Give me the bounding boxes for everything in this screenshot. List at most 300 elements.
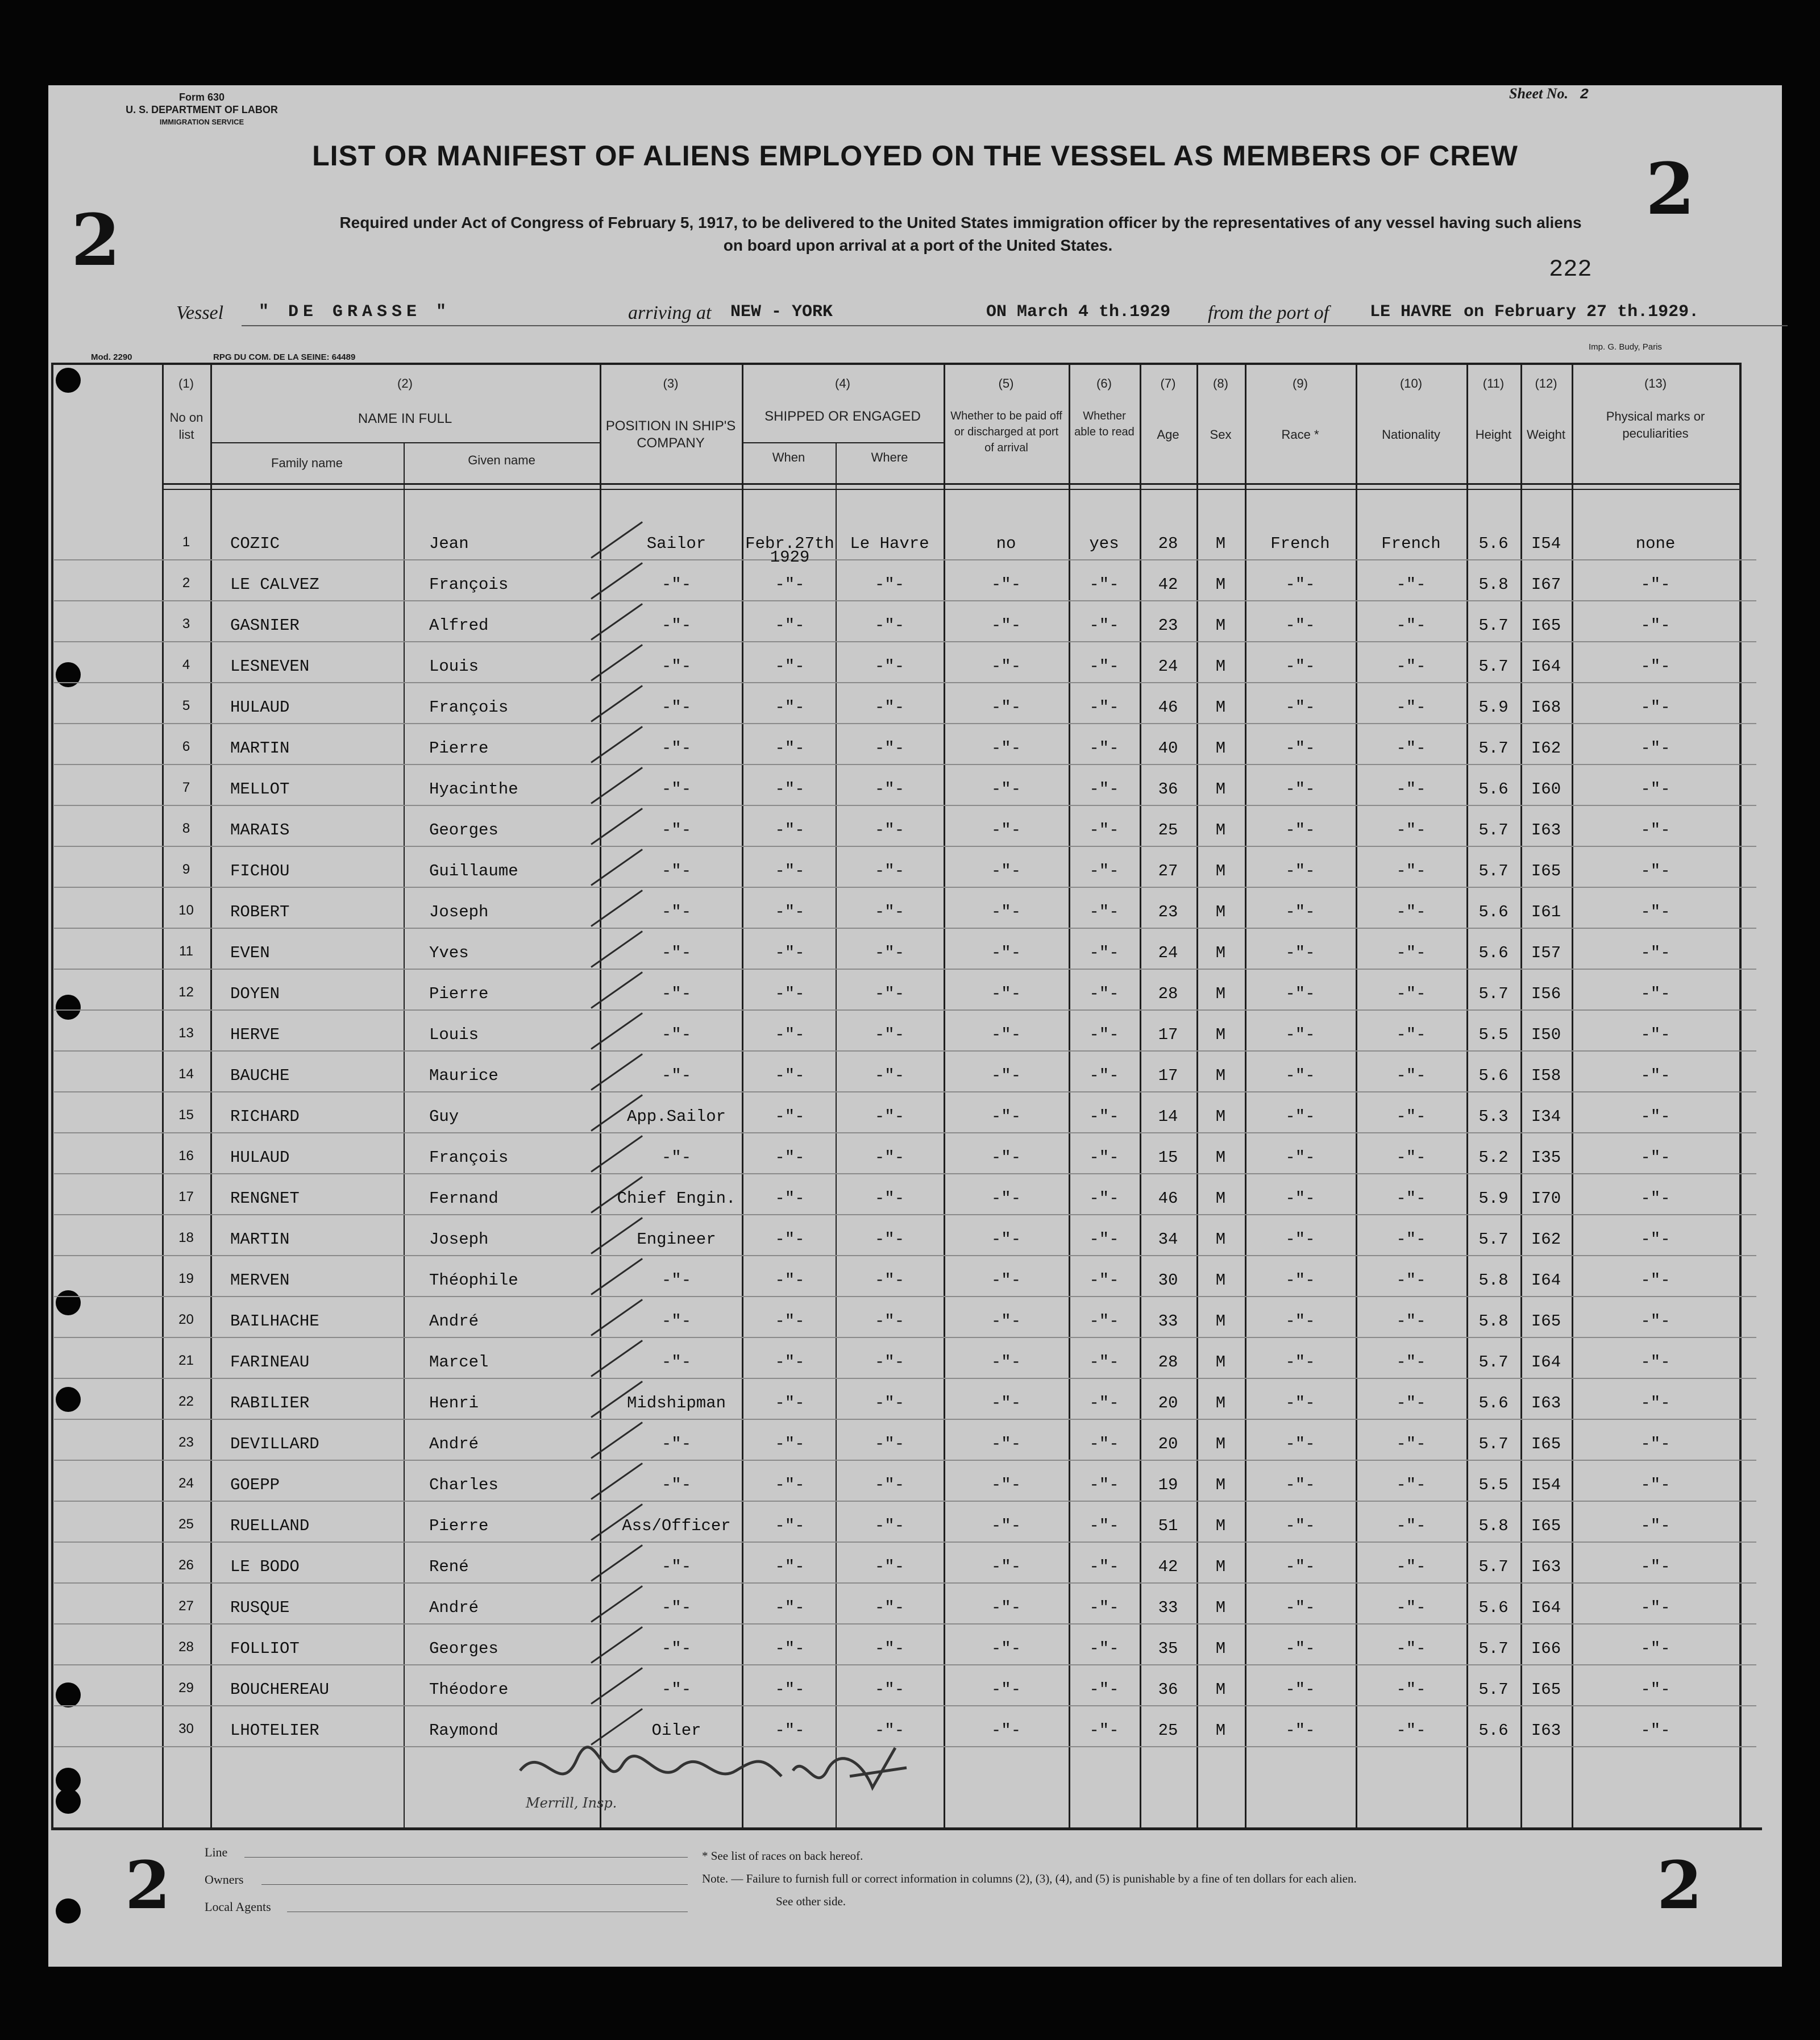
sheet-number xyxy=(1509,85,1589,103)
row-number: 15 xyxy=(178,1107,194,1123)
family-name: GASNIER xyxy=(230,616,300,635)
shipped-when: -"- xyxy=(775,1230,805,1249)
able-to-read: -"- xyxy=(1089,1066,1119,1085)
punch-hole xyxy=(56,995,81,1020)
row-number: 21 xyxy=(178,1353,194,1368)
nationality: -"- xyxy=(1396,1639,1426,1658)
physical-marks: -"- xyxy=(1640,1312,1671,1331)
height: 5.6 xyxy=(1478,1598,1509,1617)
able-to-read: -"- xyxy=(1089,903,1119,921)
given-name: Henri xyxy=(429,1394,479,1412)
height: 5.6 xyxy=(1478,1394,1509,1412)
position: -"- xyxy=(661,739,692,758)
height: 5.6 xyxy=(1478,903,1509,921)
note-penalty: Note. — Failure to furnish full or correct information in columns (2), (3), (4), and (5) is punishable by a fine of ten dollars for each alien. xyxy=(702,1872,1357,1885)
date-value: February 27 th.1929. xyxy=(1494,302,1700,322)
paid-off: -"- xyxy=(991,780,1021,799)
row-number: 7 xyxy=(182,780,190,795)
row-rule xyxy=(54,559,1756,560)
shipped-where: -"- xyxy=(874,1066,905,1085)
family-name: RUELLAND xyxy=(230,1517,310,1535)
family-name: RENGNET xyxy=(230,1189,300,1208)
row-rule xyxy=(54,1214,1756,1215)
row-number: 12 xyxy=(178,984,194,1000)
age: 24 xyxy=(1158,657,1178,676)
nationality: -"- xyxy=(1396,1353,1426,1372)
row-number: 23 xyxy=(178,1435,194,1450)
physical-marks: -"- xyxy=(1640,1680,1671,1699)
position: -"- xyxy=(661,1557,692,1576)
sheet-label: Sheet No. xyxy=(1509,85,1568,102)
row-number: 11 xyxy=(179,944,193,959)
paid-off: -"- xyxy=(991,1312,1021,1331)
row-number: 26 xyxy=(178,1557,194,1573)
row-number: 2 xyxy=(182,575,190,591)
paid-off: -"- xyxy=(991,862,1021,880)
col-3-header: POSITION IN SHIP'S COMPANY xyxy=(605,418,736,451)
position: -"- xyxy=(661,1066,692,1085)
age: 15 xyxy=(1158,1148,1178,1167)
age: 14 xyxy=(1158,1107,1178,1126)
position: -"- xyxy=(661,1639,692,1658)
nationality: -"- xyxy=(1396,657,1426,676)
height: 5.5 xyxy=(1478,1025,1509,1044)
family-name: BOUCHEREAU xyxy=(230,1680,330,1699)
sex: M xyxy=(1215,944,1226,962)
family-name: LHOTELIER xyxy=(230,1721,319,1740)
row-number: 5 xyxy=(182,698,190,713)
family-name: MARTIN xyxy=(230,739,290,758)
family-name: RICHARD xyxy=(230,1107,300,1126)
paid-off: -"- xyxy=(991,698,1021,717)
height: 5.7 xyxy=(1478,862,1509,880)
row-rule xyxy=(54,1664,1756,1665)
weight: I35 xyxy=(1531,1148,1561,1167)
height: 5.5 xyxy=(1478,1476,1509,1494)
given-name: François xyxy=(429,575,509,594)
paid-off: no xyxy=(996,534,1016,553)
given-name: Louis xyxy=(429,1025,479,1044)
punch-hole xyxy=(56,1387,81,1412)
position: Sailor xyxy=(646,534,707,553)
on-date: March 4 th.1929 xyxy=(1017,302,1171,322)
height: 5.7 xyxy=(1478,1435,1509,1453)
position: -"- xyxy=(661,1353,692,1372)
position: -"- xyxy=(661,780,692,799)
sex: M xyxy=(1215,1435,1226,1453)
family-name: FOLLIOT xyxy=(230,1639,300,1658)
shipped-where: -"- xyxy=(874,1435,905,1453)
shipped-where: -"- xyxy=(874,575,905,594)
age: 46 xyxy=(1158,1189,1178,1208)
owners-field[interactable] xyxy=(205,1866,271,1893)
given-name: Raymond xyxy=(429,1721,498,1740)
given-name: François xyxy=(429,698,509,717)
able-to-read: -"- xyxy=(1089,1148,1119,1167)
physical-marks: -"- xyxy=(1640,1271,1671,1290)
punch-hole xyxy=(56,662,81,687)
height: 5.8 xyxy=(1478,575,1509,594)
paid-off: -"- xyxy=(991,1721,1021,1740)
row-rule xyxy=(54,887,1756,888)
shipped-where: -"- xyxy=(874,1598,905,1617)
sex: M xyxy=(1215,1680,1226,1699)
age: 42 xyxy=(1158,1557,1178,1576)
weight: I57 xyxy=(1531,944,1561,962)
sex: M xyxy=(1215,1476,1226,1494)
shipped-where: -"- xyxy=(874,1107,905,1126)
paid-off: -"- xyxy=(991,1148,1021,1167)
shipped-when: -"- xyxy=(775,1476,805,1494)
row-number: 29 xyxy=(178,1680,194,1696)
shipped-when: -"- xyxy=(775,1598,805,1617)
shipped-where: -"- xyxy=(874,984,905,1003)
position: -"- xyxy=(661,1312,692,1331)
weight: I63 xyxy=(1531,1557,1561,1576)
row-number: 20 xyxy=(178,1312,194,1327)
shipped-when: -"- xyxy=(775,1435,805,1453)
note-races: * See list of races on back hereof. xyxy=(702,1849,863,1863)
weight: I68 xyxy=(1531,698,1561,717)
able-to-read: -"- xyxy=(1089,821,1119,840)
height: 5.7 xyxy=(1478,616,1509,635)
shipped-when: -"- xyxy=(775,984,805,1003)
row-number: 10 xyxy=(178,903,194,918)
row-number: 16 xyxy=(178,1148,194,1164)
col-6-number: (6) xyxy=(1096,376,1112,390)
sex: M xyxy=(1215,739,1226,758)
row-rule xyxy=(54,969,1756,970)
weight: I50 xyxy=(1531,1025,1561,1044)
race: -"- xyxy=(1285,739,1315,758)
family-name: MARAIS xyxy=(230,821,290,840)
able-to-read: -"- xyxy=(1089,739,1119,758)
shipped-when: -"- xyxy=(775,1312,805,1331)
nationality: -"- xyxy=(1396,739,1426,758)
shipped-where: -"- xyxy=(874,1312,905,1331)
given-name: Charles xyxy=(429,1476,498,1494)
position: -"- xyxy=(661,944,692,962)
row-number: 14 xyxy=(178,1066,194,1082)
given-name: Pierre xyxy=(429,984,489,1003)
row-number: 24 xyxy=(178,1476,194,1491)
shipped-when: -"- xyxy=(775,1271,805,1290)
able-to-read: -"- xyxy=(1089,1025,1119,1044)
shipped-where: -"- xyxy=(874,1639,905,1658)
sex: M xyxy=(1215,1517,1226,1535)
race: -"- xyxy=(1285,944,1315,962)
race: -"- xyxy=(1285,616,1315,635)
race: -"- xyxy=(1285,1189,1315,1208)
given-name: Théodore xyxy=(429,1680,509,1699)
given-name: Georges xyxy=(429,1639,498,1658)
row-rule xyxy=(54,1296,1756,1297)
able-to-read: -"- xyxy=(1089,1312,1119,1331)
position: -"- xyxy=(661,575,692,594)
col-4b-header: Where xyxy=(871,450,908,464)
paid-off: -"- xyxy=(991,1353,1021,1372)
family-name: BAILHACHE xyxy=(230,1312,319,1331)
sex: M xyxy=(1215,1025,1226,1044)
race: -"- xyxy=(1285,1230,1315,1249)
race: -"- xyxy=(1285,1598,1315,1617)
family-name: HULAUD xyxy=(230,1148,290,1167)
position: -"- xyxy=(661,657,692,676)
punch-hole xyxy=(56,1290,81,1315)
col-9-header: Race * xyxy=(1281,427,1319,442)
rpg-number: RPG DU COM. DE LA SEINE: 64489 xyxy=(213,352,356,362)
physical-marks: -"- xyxy=(1640,1721,1671,1740)
race: -"- xyxy=(1285,1066,1315,1085)
col-6-header: Whether able to read xyxy=(1074,410,1135,438)
shipped-when: -"- xyxy=(775,698,805,717)
on-label: ON xyxy=(986,302,1007,322)
physical-marks: -"- xyxy=(1640,575,1671,594)
nationality: -"- xyxy=(1396,1271,1426,1290)
paid-off: -"- xyxy=(991,1066,1021,1085)
age: 35 xyxy=(1158,1639,1178,1658)
col-10-header: Nationality xyxy=(1382,427,1440,442)
weight: I61 xyxy=(1531,903,1561,921)
paid-off: -"- xyxy=(991,739,1021,758)
paid-off: -"- xyxy=(991,944,1021,962)
height: 5.3 xyxy=(1478,1107,1509,1126)
row-rule xyxy=(54,641,1756,642)
given-name: François xyxy=(429,1148,509,1167)
height: 5.2 xyxy=(1478,1148,1509,1167)
shipped-when: -"- xyxy=(775,1639,805,1658)
physical-marks: -"- xyxy=(1640,1025,1671,1044)
nationality: -"- xyxy=(1396,1680,1426,1699)
weight: I62 xyxy=(1531,1230,1561,1249)
position: -"- xyxy=(661,1025,692,1044)
age: 40 xyxy=(1158,739,1178,758)
age: 36 xyxy=(1158,1680,1178,1699)
weight: I67 xyxy=(1531,575,1561,594)
footer-fields xyxy=(205,1839,271,1921)
weight: I60 xyxy=(1531,780,1561,799)
col-4a-header: When xyxy=(772,450,805,464)
physical-marks: -"- xyxy=(1640,862,1671,880)
sex: M xyxy=(1215,780,1226,799)
family-name: HERVE xyxy=(230,1025,280,1044)
sex: M xyxy=(1215,1271,1226,1290)
position: Chief Engin. xyxy=(617,1189,736,1208)
sheet-value: 2 xyxy=(1580,86,1589,103)
line-field[interactable] xyxy=(205,1839,271,1866)
paid-off: -"- xyxy=(991,1517,1021,1535)
height: 5.7 xyxy=(1478,657,1509,676)
age: 51 xyxy=(1158,1517,1178,1535)
age: 23 xyxy=(1158,616,1178,635)
height: 5.6 xyxy=(1478,1066,1509,1085)
shipped-where: -"- xyxy=(874,698,905,717)
mod-number: Mod. 2290 xyxy=(91,352,132,362)
position: -"- xyxy=(661,984,692,1003)
list-number: 222 xyxy=(1549,256,1592,283)
sex: M xyxy=(1215,862,1226,880)
family-name: RUSQUE xyxy=(230,1598,290,1617)
shipped-where: -"- xyxy=(874,1025,905,1044)
paid-off: -"- xyxy=(991,1557,1021,1576)
punch-hole xyxy=(56,1682,81,1707)
height: 5.6 xyxy=(1478,1721,1509,1740)
shipped-where: -"- xyxy=(874,944,905,962)
position: -"- xyxy=(661,903,692,921)
given-name: Maurice xyxy=(429,1066,498,1085)
col-4-number: (4) xyxy=(835,376,850,390)
weight: I63 xyxy=(1531,821,1561,840)
row-rule xyxy=(54,1091,1756,1092)
nationality: -"- xyxy=(1396,1557,1426,1576)
shipped-where: -"- xyxy=(874,821,905,840)
row-number: 9 xyxy=(182,862,190,877)
nationality: -"- xyxy=(1396,821,1426,840)
height: 5.8 xyxy=(1478,1312,1509,1331)
nationality: -"- xyxy=(1396,698,1426,717)
able-to-read: yes xyxy=(1089,534,1119,553)
age: 33 xyxy=(1158,1598,1178,1617)
given-name: André xyxy=(429,1435,479,1453)
height: 5.6 xyxy=(1478,944,1509,962)
col-11-number: (11) xyxy=(1482,376,1505,390)
race: -"- xyxy=(1285,1476,1315,1494)
col-2b-header: Given name xyxy=(468,453,535,467)
height: 5.7 xyxy=(1478,739,1509,758)
row-rule xyxy=(54,1173,1756,1174)
family-name: LESNEVEN xyxy=(230,657,310,676)
punch-hole xyxy=(56,368,81,393)
sex: M xyxy=(1215,698,1226,717)
row-rule xyxy=(54,846,1756,847)
race: -"- xyxy=(1285,657,1315,676)
sex: M xyxy=(1215,1312,1226,1331)
family-name: COZIC xyxy=(230,534,280,553)
punch-hole xyxy=(56,1789,81,1814)
weight: I62 xyxy=(1531,739,1561,758)
paid-off: -"- xyxy=(991,1476,1021,1494)
able-to-read: -"- xyxy=(1089,1639,1119,1658)
note-other-side: See other side. xyxy=(776,1894,846,1908)
age: 36 xyxy=(1158,780,1178,799)
shipped-when: -"- xyxy=(775,780,805,799)
able-to-read: -"- xyxy=(1089,1721,1119,1740)
shipped-when: -"- xyxy=(775,1394,805,1412)
age: 17 xyxy=(1158,1025,1178,1044)
family-name: MARTIN xyxy=(230,1230,290,1249)
given-name: Alfred xyxy=(429,616,489,635)
row-number: 30 xyxy=(178,1721,194,1736)
race: -"- xyxy=(1285,862,1315,880)
shipped-when: -"- xyxy=(775,1148,805,1167)
shipped-when: -"- xyxy=(775,1680,805,1699)
paid-off: -"- xyxy=(991,1271,1021,1290)
weight: I63 xyxy=(1531,1394,1561,1412)
weight: I64 xyxy=(1531,1271,1561,1290)
height: 5.7 xyxy=(1478,1557,1509,1576)
shipped-where: -"- xyxy=(874,739,905,758)
physical-marks: -"- xyxy=(1640,903,1671,921)
weight: I66 xyxy=(1531,1639,1561,1658)
paid-off: -"- xyxy=(991,1639,1021,1658)
family-name: BAUCHE xyxy=(230,1066,290,1085)
family-name: DEVILLARD xyxy=(230,1435,319,1453)
shipped-when: -"- xyxy=(775,739,805,758)
position: -"- xyxy=(661,862,692,880)
shipped-where: -"- xyxy=(874,1557,905,1576)
shipped-when: -"- xyxy=(775,1353,805,1372)
height: 5.7 xyxy=(1478,821,1509,840)
given-name: André xyxy=(429,1312,479,1331)
age: 28 xyxy=(1158,1353,1178,1372)
physical-marks: -"- xyxy=(1640,1230,1671,1249)
arrival-date xyxy=(986,302,1170,322)
height: 5.8 xyxy=(1478,1517,1509,1535)
shipped-when: Febr.27th xyxy=(745,534,834,553)
shipped-when-year: 1929 xyxy=(770,548,810,567)
position: -"- xyxy=(661,1271,692,1290)
date-label: on xyxy=(1464,302,1485,322)
shipped-when: -"- xyxy=(775,657,805,676)
sex: M xyxy=(1215,575,1226,594)
sex: M xyxy=(1215,1066,1226,1085)
sex: M xyxy=(1215,1107,1226,1126)
able-to-read: -"- xyxy=(1089,984,1119,1003)
footer-big-number-right: 2 xyxy=(1657,1847,1703,1924)
age: 34 xyxy=(1158,1230,1178,1249)
agents-field[interactable] xyxy=(205,1893,271,1921)
family-name: MELLOT xyxy=(230,780,290,799)
row-rule xyxy=(54,928,1756,929)
weight: I58 xyxy=(1531,1066,1561,1085)
age: 28 xyxy=(1158,534,1178,553)
age: 24 xyxy=(1158,944,1178,962)
col-5-number: (5) xyxy=(998,376,1014,390)
shipped-where: -"- xyxy=(874,780,905,799)
physical-marks: -"- xyxy=(1640,1066,1671,1085)
sheet-big-number: 2 xyxy=(1646,148,1695,231)
sex: M xyxy=(1215,534,1226,553)
page-title: LIST OR MANIFEST OF ALIENS EMPLOYED ON THE VESSEL AS MEMBERS OF CREW xyxy=(312,140,1518,172)
height: 5.8 xyxy=(1478,1271,1509,1290)
shipped-where: -"- xyxy=(874,1476,905,1494)
family-name: ROBERT xyxy=(230,903,290,921)
row-number: 27 xyxy=(178,1598,194,1614)
weight: I64 xyxy=(1531,657,1561,676)
able-to-read: -"- xyxy=(1089,1271,1119,1290)
nationality: -"- xyxy=(1396,780,1426,799)
weight: I34 xyxy=(1531,1107,1561,1126)
row-rule xyxy=(54,764,1756,765)
paid-off: -"- xyxy=(991,1230,1021,1249)
row-rule xyxy=(54,1337,1756,1338)
line-label: Line xyxy=(205,1845,228,1859)
family-name: LE CALVEZ xyxy=(230,575,319,594)
position: -"- xyxy=(661,1148,692,1167)
shipped-where: -"- xyxy=(874,1721,905,1740)
shipped-when: -"- xyxy=(775,1066,805,1085)
col-8-number: (8) xyxy=(1213,376,1228,390)
sheet-big-number-left: 2 xyxy=(71,199,120,282)
able-to-read: -"- xyxy=(1089,1107,1119,1126)
vessel-label: Vessel xyxy=(176,302,224,323)
sex: M xyxy=(1215,1721,1226,1740)
position: -"- xyxy=(661,698,692,717)
position: -"- xyxy=(661,1476,692,1494)
weight: I54 xyxy=(1531,534,1561,553)
col-2-number: (2) xyxy=(397,376,413,390)
race: -"- xyxy=(1285,1517,1315,1535)
